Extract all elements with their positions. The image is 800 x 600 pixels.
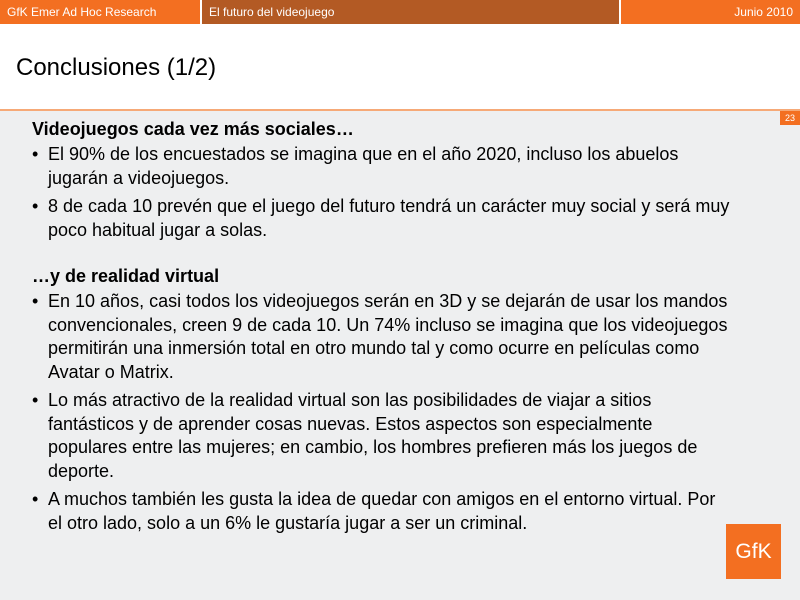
bullet-item (32, 195, 732, 242)
bullet-item (32, 143, 732, 190)
bullet-list-social (32, 143, 732, 242)
bullet-icon: • (32, 144, 39, 164)
presentation-date: Junio 2010 (619, 0, 800, 24)
bullet-list-virtual-reality (32, 290, 732, 535)
section-heading-social: Videojuegos cada vez más sociales… (32, 119, 354, 139)
bullet-icon: • (32, 489, 39, 509)
bullet-icon: • (32, 390, 39, 410)
section-heading-virtual-reality: …y de realidad virtual (32, 266, 220, 286)
bullet-icon: • (32, 291, 39, 311)
bullet-text: Lo más atractivo de la realidad virtual son las posibilidades de viajar a sitios fantásticos y de aprender cosas nuevas. Estos aspectos son especialmente populares entre las mujeres; en cambio, los hombres prefieren más los juegos de deporte. (48, 390, 698, 481)
presentation-title: El futuro del videojuego (200, 0, 619, 24)
page-number: 23 (780, 111, 800, 125)
bullet-text: 8 de cada 10 prevén que el juego del futuro tendrá un carácter muy social y será muy poco habitual jugar a solas. (48, 196, 730, 240)
slide-content (32, 117, 732, 540)
gfk-logo: GfK (726, 524, 781, 579)
bullet-text: El 90% de los encuestados se imagina que en el año 2020, incluso los abuelos jugarán a videojuegos. (48, 144, 679, 188)
header-bar (0, 0, 800, 24)
bullet-icon: • (32, 196, 39, 216)
bullet-item (32, 488, 732, 535)
slide-title: Conclusiones (1/2) (16, 54, 217, 81)
bullet-text: A muchos también les gusta la idea de quedar con amigos en el entorno virtual. Por el otro lado, solo a un 6% le gustaría jugar a ser un criminal. (48, 489, 716, 533)
bullet-text: En 10 años, casi todos los videojuegos serán en 3D y se dejarán de usar los mandos convencionales, creen 9 de cada 10. Un 74% incluso se imagina que los videojuegos permitirán una inmersión total en otro mundo tal y como ocurre en películas como Avatar o Matrix. (48, 291, 728, 382)
bullet-item (32, 389, 732, 483)
bullet-item (32, 290, 732, 384)
brand-label: GfK Emer Ad Hoc Research (0, 0, 200, 24)
